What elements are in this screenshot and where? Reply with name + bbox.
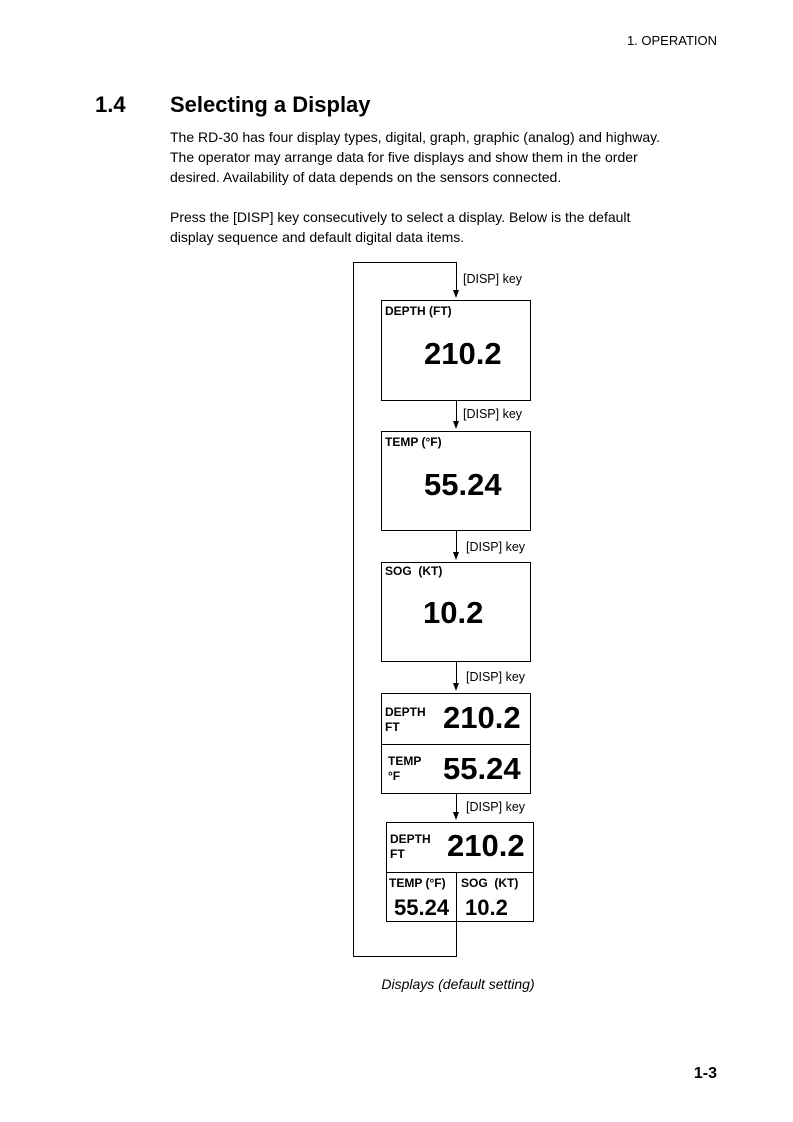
- row-label-top: TEMP: [388, 754, 422, 768]
- paragraph-line: Press the [DISP] key consecutively to select a display. Below is the default: [170, 209, 631, 225]
- cell-label: TEMP (°F): [389, 876, 446, 890]
- cell-value: 10.2: [465, 895, 508, 920]
- arrow-line: [456, 262, 457, 290]
- arrow-down-icon: [453, 683, 459, 691]
- display-three-item: [386, 822, 534, 922]
- arrow-line: [456, 531, 457, 552]
- row-value: 210.2: [447, 828, 525, 863]
- disp-key-label: [DISP] key: [466, 800, 526, 814]
- arrow-line: [456, 401, 457, 421]
- disp-key-label: [DISP] key: [463, 407, 523, 421]
- page-number: 1-3: [693, 1065, 717, 1082]
- arrow-line: [456, 794, 457, 812]
- arrow-down-icon: [453, 812, 459, 820]
- cell-value: 55.24: [394, 895, 450, 920]
- row-divider: [382, 744, 530, 745]
- instruction-paragraph: [170, 207, 730, 247]
- display-value: 55.24: [424, 467, 502, 502]
- column-divider: [456, 872, 457, 921]
- row-label-bottom: FT: [390, 847, 405, 861]
- paragraph-line: desired. Availability of data depends on the sensors connected.: [170, 169, 562, 185]
- row-value: 210.2: [443, 700, 521, 735]
- loop-line-left: [353, 262, 354, 957]
- row-label-bottom: FT: [385, 720, 400, 734]
- arrow-down-icon: [453, 290, 459, 298]
- figure-caption: Displays (default setting): [381, 976, 535, 992]
- running-header: 1. OPERATION: [626, 33, 717, 48]
- paragraph-line: The operator may arrange data for five displays and show them in the order: [170, 149, 638, 165]
- loop-line-return: [456, 922, 457, 957]
- paragraph-line: display sequence and default digital data items.: [170, 229, 465, 245]
- row-divider: [387, 872, 533, 873]
- cell-label: SOG (KT): [461, 876, 519, 890]
- display-value: 210.2: [424, 336, 502, 371]
- display-sog: [381, 562, 531, 662]
- section-title: Selecting a Display: [170, 92, 371, 117]
- section-number: 1.4: [95, 92, 126, 117]
- disp-key-label: [DISP] key: [466, 540, 526, 554]
- paragraph-line: The RD-30 has four display types, digital, graph, graphic (analog) and highway.: [170, 129, 661, 145]
- display-label: TEMP (°F): [385, 435, 442, 449]
- display-value: 10.2: [423, 595, 484, 630]
- loop-line-top: [353, 262, 457, 263]
- row-label-bottom: °F: [388, 769, 401, 783]
- row-label-top: DEPTH: [390, 832, 431, 846]
- disp-key-label: [DISP] key: [463, 272, 523, 286]
- display-label: DEPTH (FT): [385, 304, 452, 318]
- arrow-line: [456, 662, 457, 683]
- row-value: 55.24: [443, 751, 521, 786]
- intro-paragraph: [170, 127, 730, 187]
- display-depth: [381, 300, 531, 401]
- row-label-top: DEPTH: [385, 705, 426, 719]
- display-two-row: [381, 693, 531, 794]
- disp-key-label: [DISP] key: [466, 670, 526, 684]
- arrow-down-icon: [453, 552, 459, 560]
- display-label: SOG (KT): [385, 564, 443, 578]
- display-temp: [381, 431, 531, 531]
- arrow-down-icon: [453, 421, 459, 429]
- loop-line-bottom: [353, 956, 457, 957]
